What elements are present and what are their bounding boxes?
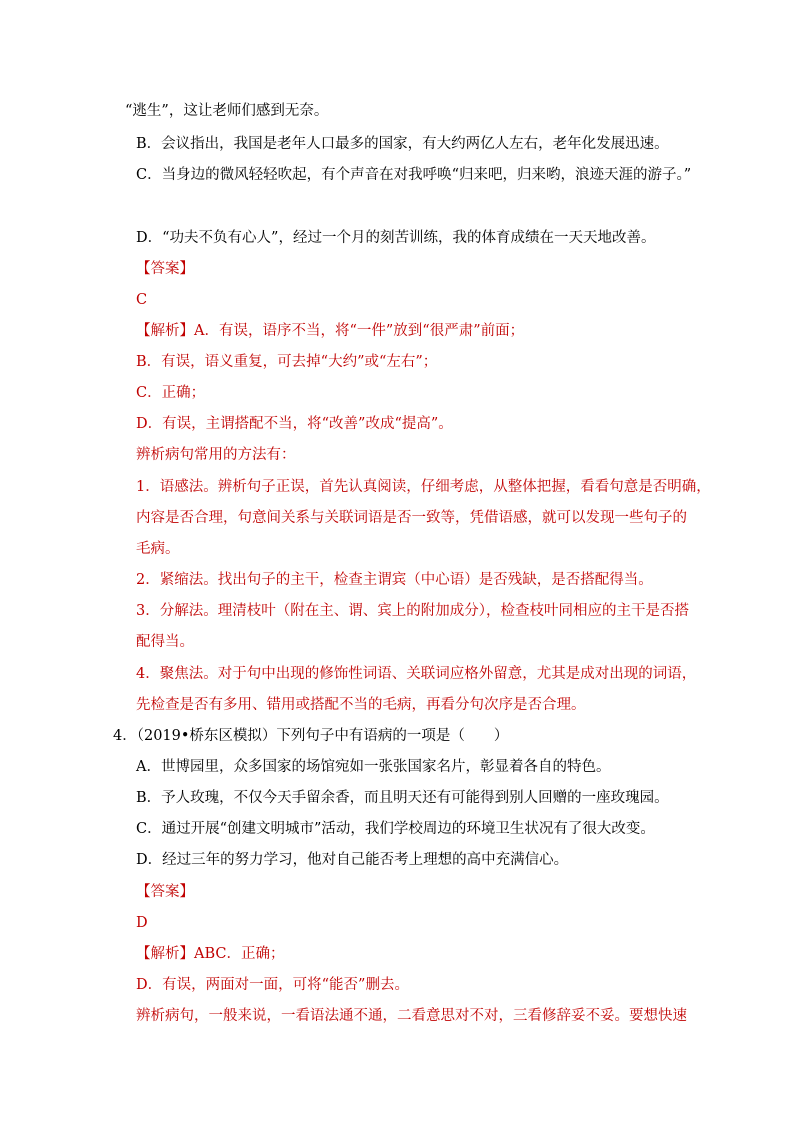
option-c-line: C．通过开展“创建文明城市”活动，我们学校周边的环境卫生状况有了很大改变。 <box>136 821 655 837</box>
method-line: 3．分解法。理清枝叶（附在主、谓、宾上的附加成分），检查枝叶同相应的主干是否搭 <box>136 603 689 619</box>
text-line: “逃生”，这让老师们感到无奈。 <box>125 103 329 119</box>
analysis-line: 辨析病句，一般来说，一看语法通不通，二看意思对不对，三看修辞妥不妥。要想快速 <box>136 1008 687 1024</box>
method-line: 配得当。 <box>136 634 194 650</box>
method-line: 1．语感法。辨析句子正误，首先认真阅读，仔细考虑，从整体把握，看看句意是否明确， <box>136 479 711 495</box>
answer-heading: 【答案】 <box>136 884 194 900</box>
answer-heading: 【答案】 <box>136 261 194 277</box>
analysis-line: D．有误，两面对一面，可将“能否”删去。 <box>136 977 409 993</box>
option-b-line: B．会议指出，我国是老年人口最多的国家，有大约两亿人左右，老年化发展迅速。 <box>136 136 669 152</box>
analysis-line: 辨析病句常用的方法有： <box>136 447 296 463</box>
analysis-line: C．正确； <box>136 385 206 401</box>
option-c-line: C．当身边的微风轻轻吹起，有个声音在对我呼唤“归来吧，归来哟，浪迹天涯的游子。” <box>136 167 692 183</box>
option-d-line: D．“功夫不负有心人”，经过一个月的刻苦训练，我的体育成绩在一天天地改善。 <box>136 230 656 246</box>
method-line: 2．紧缩法。找出句子的主干，检查主谓宾（中心语）是否残缺，是否搭配得当。 <box>136 572 653 588</box>
analysis-line: D．有误，主谓搭配不当，将“改善”改成“提高”。 <box>136 416 453 432</box>
option-d-line: D．经过三年的努力学习，他对自己能否考上理想的高中充满信心。 <box>136 852 569 868</box>
method-line: 内容是否合理，句意间关系与关联词语是否一致等，凭借语感，就可以发现一些句子的 <box>136 510 687 526</box>
analysis-line: B．有误，语义重复，可去掉“大约”或“左右”； <box>136 354 438 370</box>
question-title: 4．（2019•桥东区模拟）下列句子中有语病的一项是（ ） <box>113 728 509 744</box>
method-line: 毛病。 <box>136 541 180 557</box>
method-line: 4．聚焦法。对于句中出现的修饰性词语、关联词应格外留意，尤其是成对出现的词语， <box>136 666 697 682</box>
option-b-line: B．予人玫瑰，不仅今天手留余香，而且明天还有可能得到别人回赠的一座玫瑰园。 <box>136 790 669 806</box>
option-a-line: A．世博园里，众多国家的场馆宛如一张张国家名片，彰显着各自的特色。 <box>136 759 611 775</box>
answer-value: C <box>136 292 148 308</box>
answer-value: D <box>136 915 148 931</box>
method-line: 先检查是否有多用、错用或搭配不当的毛病，再看分句次序是否合理。 <box>136 697 586 713</box>
analysis-line: 【解析】A．有误，语序不当，将“一件”放到“很严肃”前面； <box>136 323 525 339</box>
analysis-line: 【解析】ABC．正确； <box>136 946 285 962</box>
